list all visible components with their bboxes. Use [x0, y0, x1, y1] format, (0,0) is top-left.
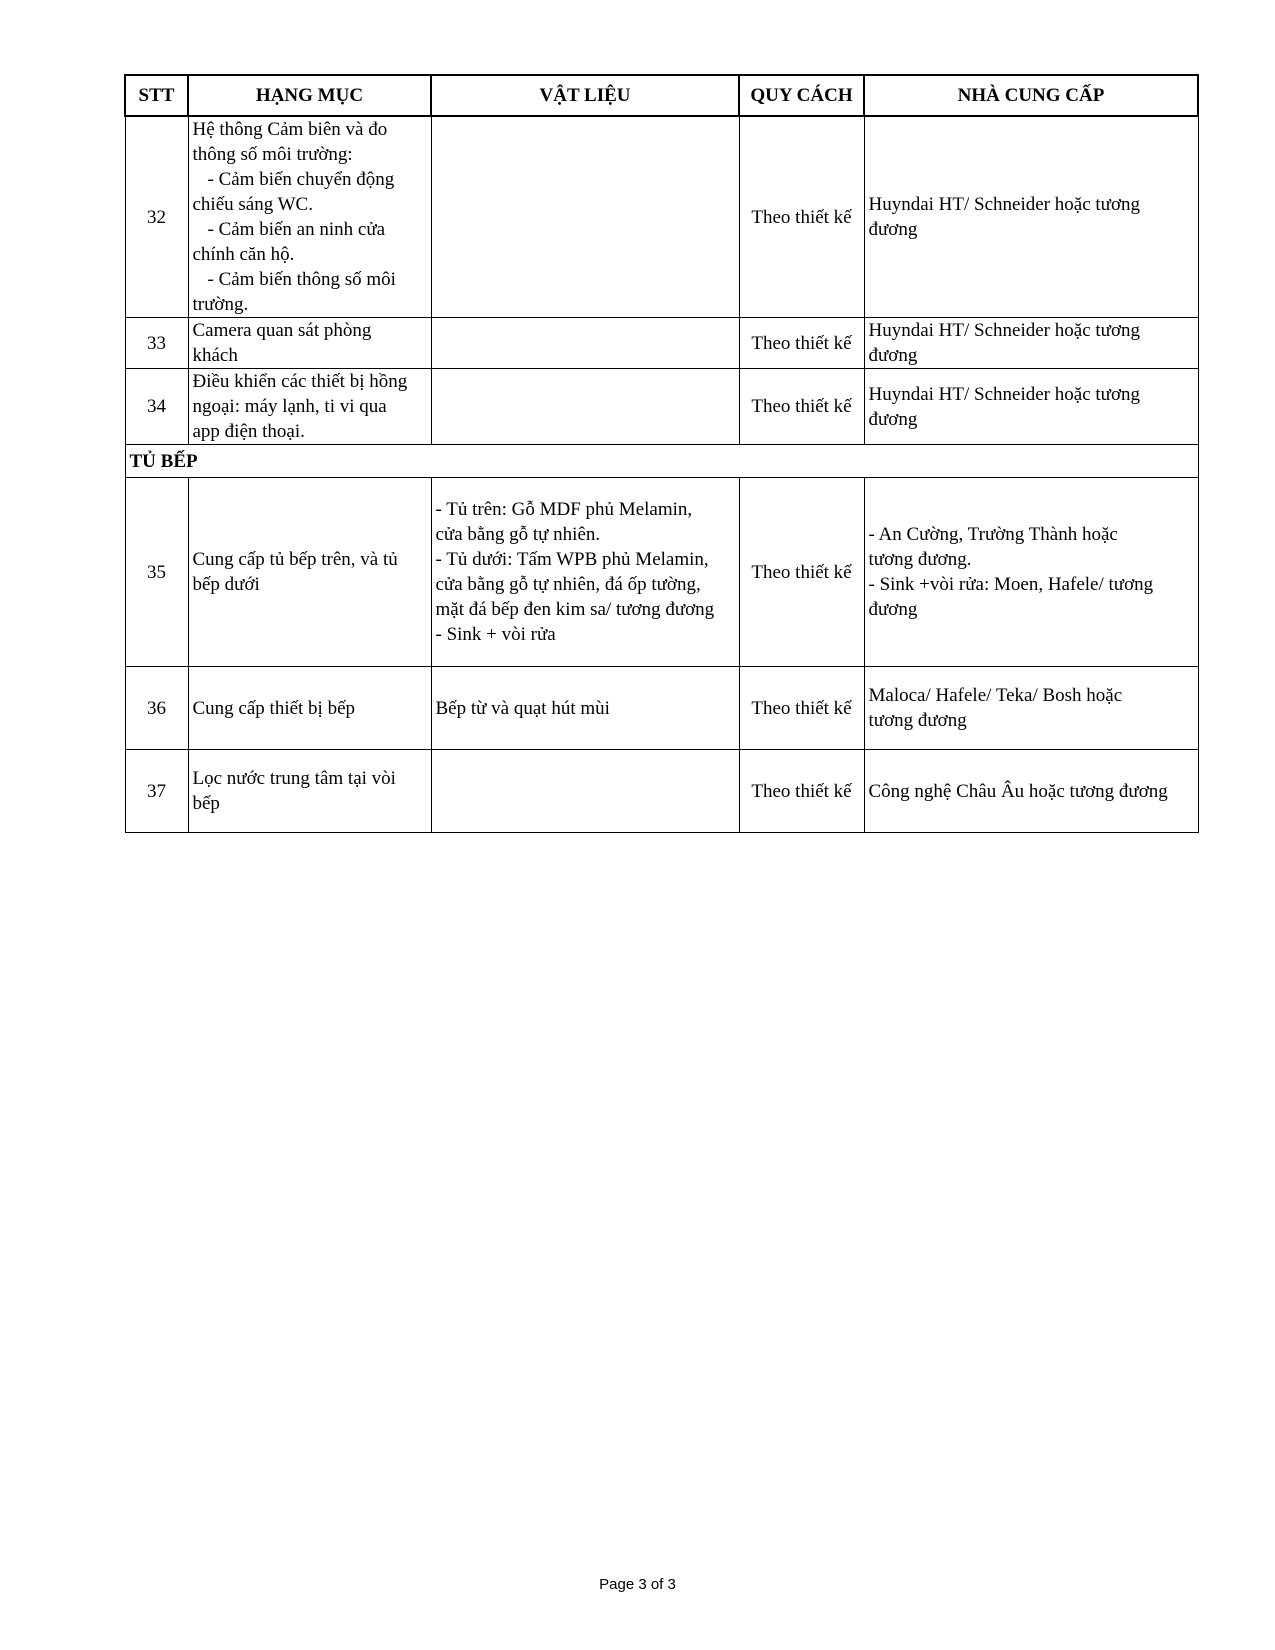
cell-vat-lieu [431, 369, 739, 445]
cell-quy-cach: Theo thiết kế [739, 116, 864, 318]
cell-line: đương [868, 599, 918, 620]
cell-line: - Tủ dưới: Tấm WPB phủ Melamin, [435, 549, 709, 570]
cell-line: bếp [192, 793, 220, 814]
cell-stt: 33 [125, 318, 188, 369]
cell-line: cửa bằng gỗ tự nhiên, đá ốp tường, [435, 574, 701, 595]
cell-nha-cung-cap [864, 478, 1198, 667]
cell-line: - Sink + vòi rửa [435, 624, 556, 645]
cell-hang-muc [188, 750, 431, 833]
cell-vat-lieu [431, 318, 739, 369]
header-nha-cung-cap: NHÀ CUNG CẤP [864, 75, 1198, 116]
cell-stt: 34 [125, 369, 188, 445]
table-row [125, 116, 1198, 318]
cell-quy-cach: Theo thiết kế [739, 750, 864, 833]
cell-line: cửa bằng gỗ tự nhiên. [435, 524, 601, 545]
cell-line: app điện thoại. [192, 421, 305, 442]
header-stt: STT [125, 75, 188, 116]
cell-line: Maloca/ Hafele/ Teka/ Bosh hoặc [868, 685, 1123, 706]
cell-line: - Tủ trên: Gỗ MDF phủ Melamin, [435, 499, 693, 520]
cell-line: thông số môi trường: [192, 144, 353, 165]
cell-stt: 32 [125, 116, 188, 318]
header-quy-cach: QUY CÁCH [739, 75, 864, 116]
cell-line: Hệ thông Cảm biên và đo [192, 119, 388, 140]
cell-line: khách [192, 345, 238, 366]
cell-hang-muc [188, 369, 431, 445]
cell-line: mặt đá bếp đen kim sa/ tương đương [435, 599, 715, 620]
cell-line: Công nghệ Châu Âu hoặc tương đương [868, 780, 1168, 802]
cell-quy-cach: Theo thiết kế [739, 318, 864, 369]
cell-line: đương [868, 408, 918, 430]
header-hang-muc: HẠNG MỤC [188, 75, 431, 116]
cell-vat-lieu [431, 750, 739, 833]
cell-hang-muc [188, 667, 431, 750]
cell-line: - Cảm biến thông số môi [207, 269, 396, 290]
header-vat-lieu: VẬT LIỆU [431, 75, 739, 116]
cell-stt: 35 [125, 478, 188, 667]
section-title: TỦ BẾP [125, 445, 1198, 478]
table-row [125, 750, 1198, 833]
cell-line: Huyndai HT/ Schneider hoặc tương [868, 383, 1141, 405]
cell-nha-cung-cap [864, 318, 1198, 369]
cell-line: Lọc nước trung tâm tại vòi [192, 768, 396, 789]
cell-line: chính căn hộ. [192, 244, 295, 265]
cell-line: chiếu sáng WC. [192, 194, 313, 215]
cell-line: Cung cấp tủ bếp trên, và tủ [192, 549, 398, 570]
cell-hang-muc [188, 116, 431, 318]
table-row [125, 369, 1198, 445]
cell-line: tương đương. [868, 549, 972, 570]
cell-vat-lieu [431, 116, 739, 318]
cell-line: Điều khiển các thiết bị hồng [192, 371, 408, 392]
cell-line: - Cảm biến chuyển động [207, 169, 395, 190]
cell-nha-cung-cap [864, 750, 1198, 833]
cell-line: tương đương [868, 710, 967, 731]
cell-line: đương [868, 219, 918, 240]
cell-line: Camera quan sát phòng [192, 320, 372, 341]
cell-line: trường. [192, 294, 249, 315]
page-number: Page 3 of 3 [599, 1576, 676, 1593]
cell-line: đương [868, 345, 918, 366]
cell-line: bếp dưới [192, 574, 260, 595]
table-row [125, 478, 1198, 667]
cell-quy-cach: Theo thiết kế [739, 478, 864, 667]
cell-line: - Cảm biến an ninh cửa [207, 219, 386, 240]
cell-quy-cach: Theo thiết kế [739, 667, 864, 750]
cell-line: Cung cấp thiết bị bếp [192, 697, 356, 719]
specification-table [124, 74, 1199, 833]
cell-hang-muc [188, 318, 431, 369]
section-header-row [125, 445, 1198, 478]
cell-line: - An Cường, Trường Thành hoặc [868, 524, 1118, 545]
cell-hang-muc [188, 478, 431, 667]
cell-stt: 37 [125, 750, 188, 833]
cell-nha-cung-cap [864, 116, 1198, 318]
cell-nha-cung-cap [864, 667, 1198, 750]
table-row [125, 318, 1198, 369]
cell-nha-cung-cap [864, 369, 1198, 445]
cell-line: Bếp từ và quạt hút mùi [435, 697, 610, 719]
table-row [125, 667, 1198, 750]
cell-vat-lieu [431, 478, 739, 667]
cell-line: - Sink +vòi rửa: Moen, Hafele/ tương [868, 574, 1154, 595]
cell-quy-cach: Theo thiết kế [739, 369, 864, 445]
cell-line: Huyndai HT/ Schneider hoặc tương [868, 320, 1141, 341]
cell-stt: 36 [125, 667, 188, 750]
cell-line: Huyndai HT/ Schneider hoặc tương [868, 194, 1141, 215]
cell-line: ngoại: máy lạnh, ti vi qua [192, 396, 387, 417]
cell-vat-lieu [431, 667, 739, 750]
table-header-row [125, 75, 1198, 116]
